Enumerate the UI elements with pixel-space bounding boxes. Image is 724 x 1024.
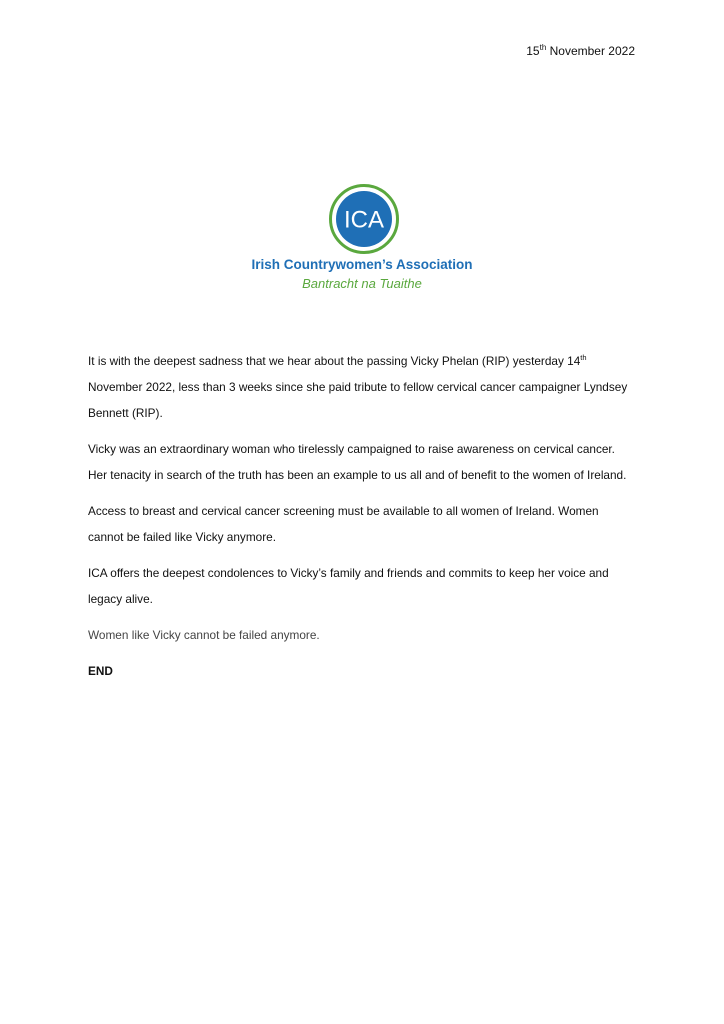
date-suffix: th [539, 43, 547, 52]
paragraph-1-sup: th [580, 353, 587, 363]
ica-logo-mark [329, 184, 399, 254]
paragraph-3: Access to breast and cervical cancer screening must be available to all women of Ireland. Women cannot be failed like Vicky anymore. [88, 504, 599, 544]
paragraph-2: Vicky was an extraordinary woman who tirelessly campaigned to raise awareness on cervical cancer. Her tenacity in search of the truth has been an example to us all and of benefit to the women of Ireland. [88, 442, 627, 482]
logo-org-name: Irish Countrywomen’s Association [251, 257, 473, 272]
paragraph-4: ICA offers the deepest condolences to Vicky’s family and friends and commits to keep her voice and legacy alive. [88, 566, 609, 606]
date-day: 15 [526, 44, 540, 58]
paragraph-1-part2: November 2022, less than 3 weeks since she paid tribute to fellow cervical cancer campaigner Lyndsey Bennett (RIP). [88, 380, 628, 420]
logo-mark-text: ICA [343, 206, 385, 234]
paragraph-1-part1: It is with the deepest sadness that we hear about the passing Vicky Phelan (RIP) yesterday 14 [88, 354, 581, 368]
document-body [88, 348, 636, 694]
logo-org-subtitle: Bantracht na Tuaithe [302, 276, 422, 291]
paragraph-5: Women like Vicky cannot be failed anymore. [88, 628, 320, 642]
ica-logo [0, 184, 724, 294]
paragraph-1 [88, 348, 636, 426]
document-date [526, 44, 635, 58]
end-marker: END [88, 664, 113, 678]
date-rest: November 2022 [546, 44, 635, 58]
